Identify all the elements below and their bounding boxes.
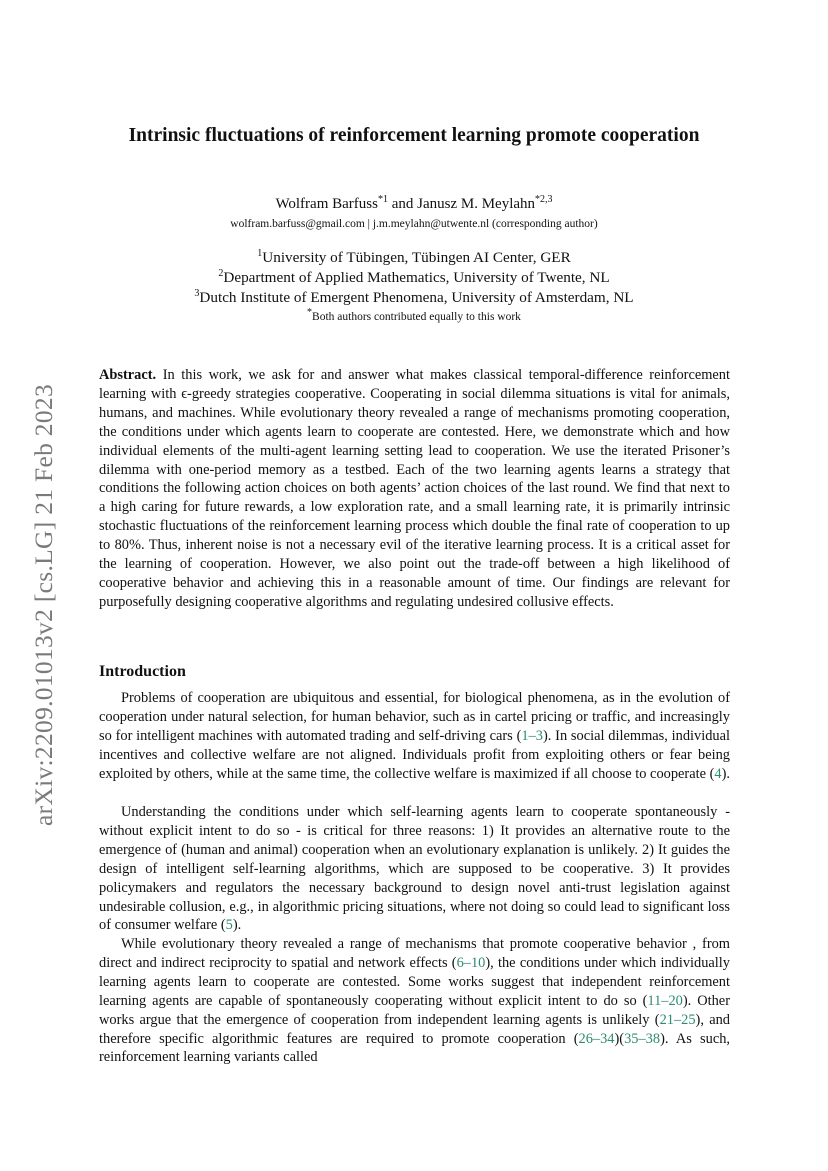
- paper-title: Intrinsic fluctuations of reinforcement learning promote cooperation: [128, 125, 700, 146]
- paragraph-text: ). As such, reinforcement learning variants called: [99, 1030, 730, 1066]
- arxiv-sidebar-stamp: [20, 365, 68, 845]
- paragraph-text: ), the conditions under which individually learning agents learn to cooperate are contested. Some works suggest that independent reinforcement learning agents are capable of spontaneously cooperating without explicit intent to do so (: [99, 954, 730, 1009]
- paragraph-text: Understanding the conditions under which self-learning agents learn to cooperate spontaneously - without explicit intent to do so - is critical for three reasons: 1) It provides an alternative route to the emergence of (human and animal) cooperation when an evolutionary explanation is unlikely. 2) It guides the design of intelligent self-learning algorithms, which are supposed to be cooperative. 3) It provides policymakers and regulators the necessary background to design novel anti-trust legislation against undesirable collusion, e.g., in algorithmic pricing situations, where not doing so could lead to significant loss of consumer welfare (: [99, 804, 730, 934]
- abstract-text: In this work, we ask for and answer what makes classical temporal-difference reinforcement learning with ϵ-greedy strategies cooperative. Cooperating in social dilemma situations is vital for animals, humans, and machines. While evolutionary theory revealed a range of mechanisms promoting cooperation, the conditions under which agents learn to cooperate are contested. Here, we demonstrate which and how individual elements of the multi-agent learning setting lead to cooperation. We use the iterated Prisoner’s dilemma with one-period memory as a testbed. Each of the two learning agents learns a strategy that conditions the following action choices on both agents’ action choices of the last round. We find that next to a high caring for future rewards, a low exploration rate, and a small learning rate, it is primarily intrinsic stochastic fluctuations of the reinforcement learning process which double the final rate of cooperation to up to 80%. Thus, inherent noise is not a necessary evil of the iterative learning process. It is a critical asset for the learning of cooperation. However, we also point out the trade-off between a high likelihood of cooperative behavior and achieving this in a reasonable amount of time. Our findings are relevant for purposefully designing cooperative algorithms and regulating undesired collusive effects.: [99, 367, 730, 610]
- paragraph-text: Problems of cooperation are ubiquitous and essential, for biological phenomena, as in the evolution of cooperation under natural selection, for human behavior, such as in cartel pricing or traffic, and increasingly so for intelligent machines with automated trading and self-driving cars (: [99, 690, 730, 744]
- paragraph-text: ). In social dilemmas, individual incentives and collective welfare are not aligned. Individuals profit from exploiting others or fear being exploited by others, while at the same time, the collective welfare is maximized if all choose to cooperate (: [99, 727, 730, 782]
- author-emails: wolfram.barfuss@gmail.com | j.m.meylahn@utwente.nl (corresponding author): [230, 218, 598, 230]
- citation-link[interactable]: 1–3: [521, 727, 543, 744]
- affiliation-text: University of Tübingen, Tübingen AI Center, GER: [262, 249, 571, 266]
- paragraph-text: While evolutionary theory revealed a range of mechanisms that promote cooperative behavior , from direct and indirect reciprocity to spatial and network effects (: [99, 936, 730, 971]
- affiliation-number: 2: [218, 267, 224, 279]
- affiliation-line: [100, 288, 728, 308]
- citation-link[interactable]: 26–34: [578, 1030, 615, 1047]
- author-line: [100, 196, 728, 213]
- affiliation-line: [100, 268, 728, 288]
- section-heading-introduction: Introduction: [99, 663, 186, 680]
- author-superscript: *2,3: [535, 194, 553, 205]
- paragraph-text: ).: [721, 765, 730, 782]
- footnote-text: Both authors contributed equally to this work: [312, 311, 521, 323]
- citation-link[interactable]: 4: [714, 765, 722, 782]
- citation-link[interactable]: 11–20: [647, 992, 683, 1009]
- affiliation-text: Department of Applied Mathematics, University of Twente, NL: [223, 269, 610, 286]
- arxiv-identifier: arXiv:2209.01013v2 [cs.LG] 21 Feb 2023: [29, 383, 58, 827]
- affiliation-number: 1: [257, 247, 263, 259]
- citation-link[interactable]: 21–25: [659, 1011, 696, 1028]
- citation-link[interactable]: 6–10: [456, 954, 486, 971]
- paragraph-text: ). Other works argue that the emergence of cooperation from independent learning agents is unlikely (: [99, 992, 730, 1028]
- affiliation-line: [100, 248, 728, 268]
- affiliation-number: 3: [194, 287, 200, 299]
- affiliations: [100, 248, 728, 308]
- author-name: Janusz M. Meylahn: [417, 196, 536, 212]
- citation-link[interactable]: 5: [225, 917, 233, 934]
- paragraph-text: ).: [232, 917, 242, 934]
- intro-paragraph-3: [99, 935, 730, 1067]
- abstract: [99, 366, 730, 612]
- author-superscript: *1: [377, 194, 388, 205]
- footnote-mark: *: [307, 307, 313, 319]
- paragraph-text: ), and therefore specific algorithmic features are required to promote cooperation (: [99, 1011, 731, 1047]
- citation-link[interactable]: 35–38: [624, 1030, 661, 1047]
- abstract-label: Abstract.: [99, 367, 157, 383]
- affiliation-text: Dutch Institute of Emergent Phenomena, University of Amsterdam, NL: [199, 289, 634, 306]
- author-name: Wolfram Barfuss: [275, 196, 378, 212]
- intro-paragraph-2: [99, 803, 730, 935]
- intro-paragraph-1: [99, 689, 730, 784]
- author-conjunction: and: [391, 196, 414, 212]
- paragraph-text: )(: [614, 1030, 625, 1047]
- equal-contribution-note: [100, 307, 728, 323]
